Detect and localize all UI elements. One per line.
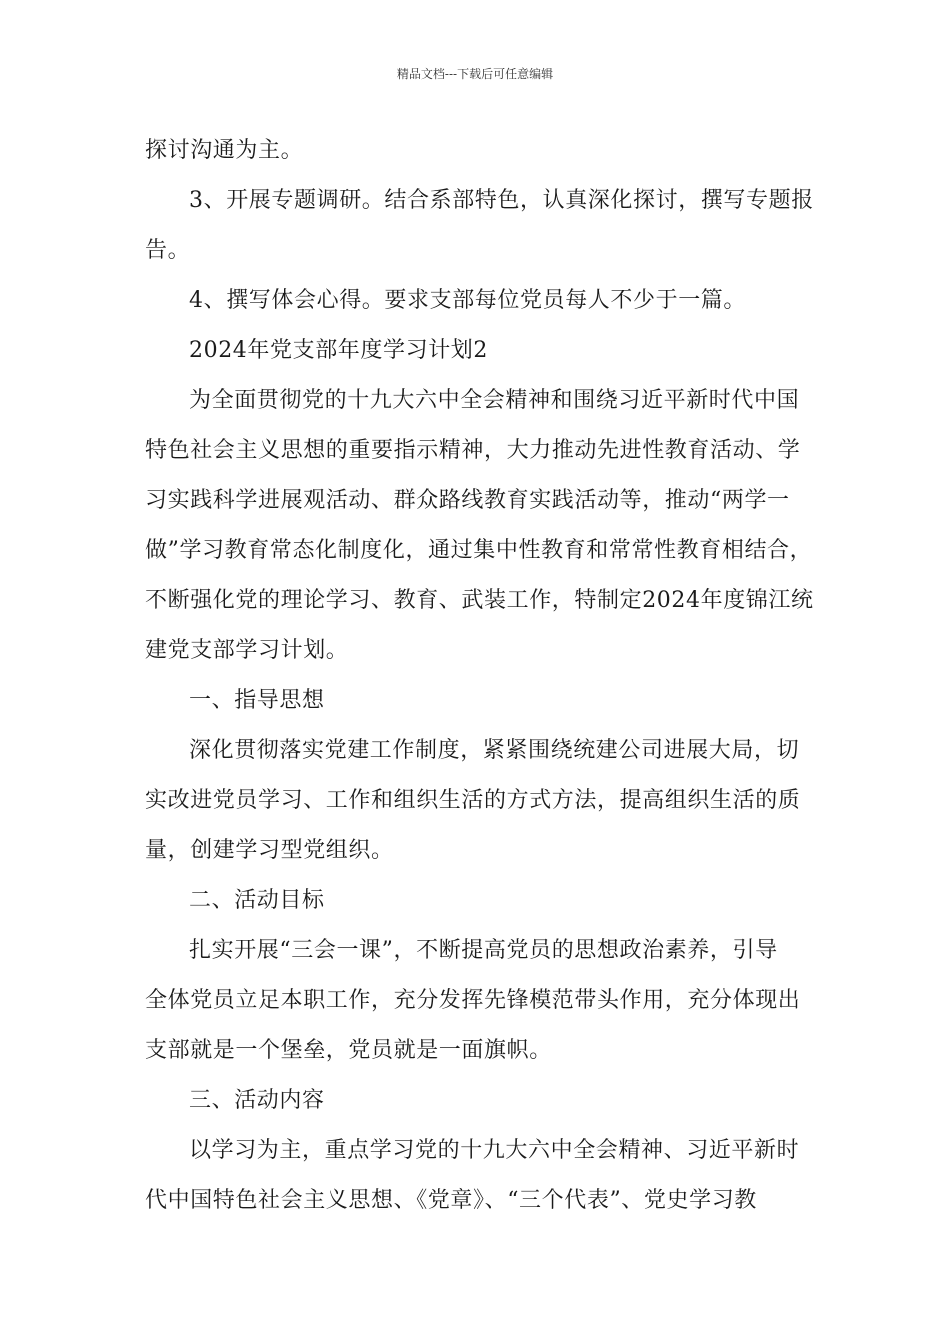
text-line: 不断强化党的理论学习、教育、武装工作，特制定2024年度锦江统 (145, 588, 814, 613)
text-line: 以学习为主，重点学习党的十九大六中全会精神、习近平新时 (189, 1138, 800, 1163)
text-line: 特色社会主义思想的重要指示精神，大力推动先进性教育活动、学 (145, 438, 801, 463)
text-line: 量，创建学习型党组织。 (145, 838, 394, 863)
text-line: 支部就是一个堡垒，党员就是一面旗帜。 (145, 1038, 552, 1063)
text-line: 3、开展专题调研。结合系部特色，认真深化探讨，撰写专题报 (189, 188, 814, 213)
text-line: 为全面贯彻党的十九大六中全会精神和围绕习近平新时代中国 (189, 388, 800, 413)
text-line: 实改进党员学习、工作和组织生活的方式方法，提高组织生活的质 (145, 788, 801, 813)
section-heading: 三、活动内容 (189, 1088, 325, 1113)
text-line: 告。 (145, 238, 191, 263)
text-line: 扎实开展“三会一课”，不断提高党员的思想政治素养，引导 (189, 938, 778, 963)
text-line: 探讨沟通为主。 (145, 138, 304, 163)
section-heading: 一、指导思想 (189, 688, 325, 713)
text-line: 习实践科学进展观活动、群众路线教育实践活动等，推动“两学一 (145, 488, 790, 513)
text-line: 深化贯彻落实党建工作制度，紧紧围绕统建公司进展大局，切 (189, 738, 800, 763)
text-line: 代中国特色社会主义思想、《党章》、“三个代表”、党史学习教 (145, 1188, 757, 1213)
section-title: 2024年党支部年度学习计划2 (189, 338, 488, 363)
text-line: 4、撰写体会心得。要求支部每位党员每人不少于一篇。 (189, 288, 746, 313)
text-line: 建党支部学习计划。 (145, 638, 349, 663)
page-header: 精品文档---下载后可任意编辑 (396, 67, 554, 81)
text-line: 做”学习教育常态化制度化，通过集中性教育和常常性教育相结合， (145, 538, 813, 563)
section-heading: 二、活动目标 (189, 888, 325, 913)
text-line: 全体党员立足本职工作，充分发挥先锋模范带头作用，充分体现出 (145, 988, 801, 1013)
